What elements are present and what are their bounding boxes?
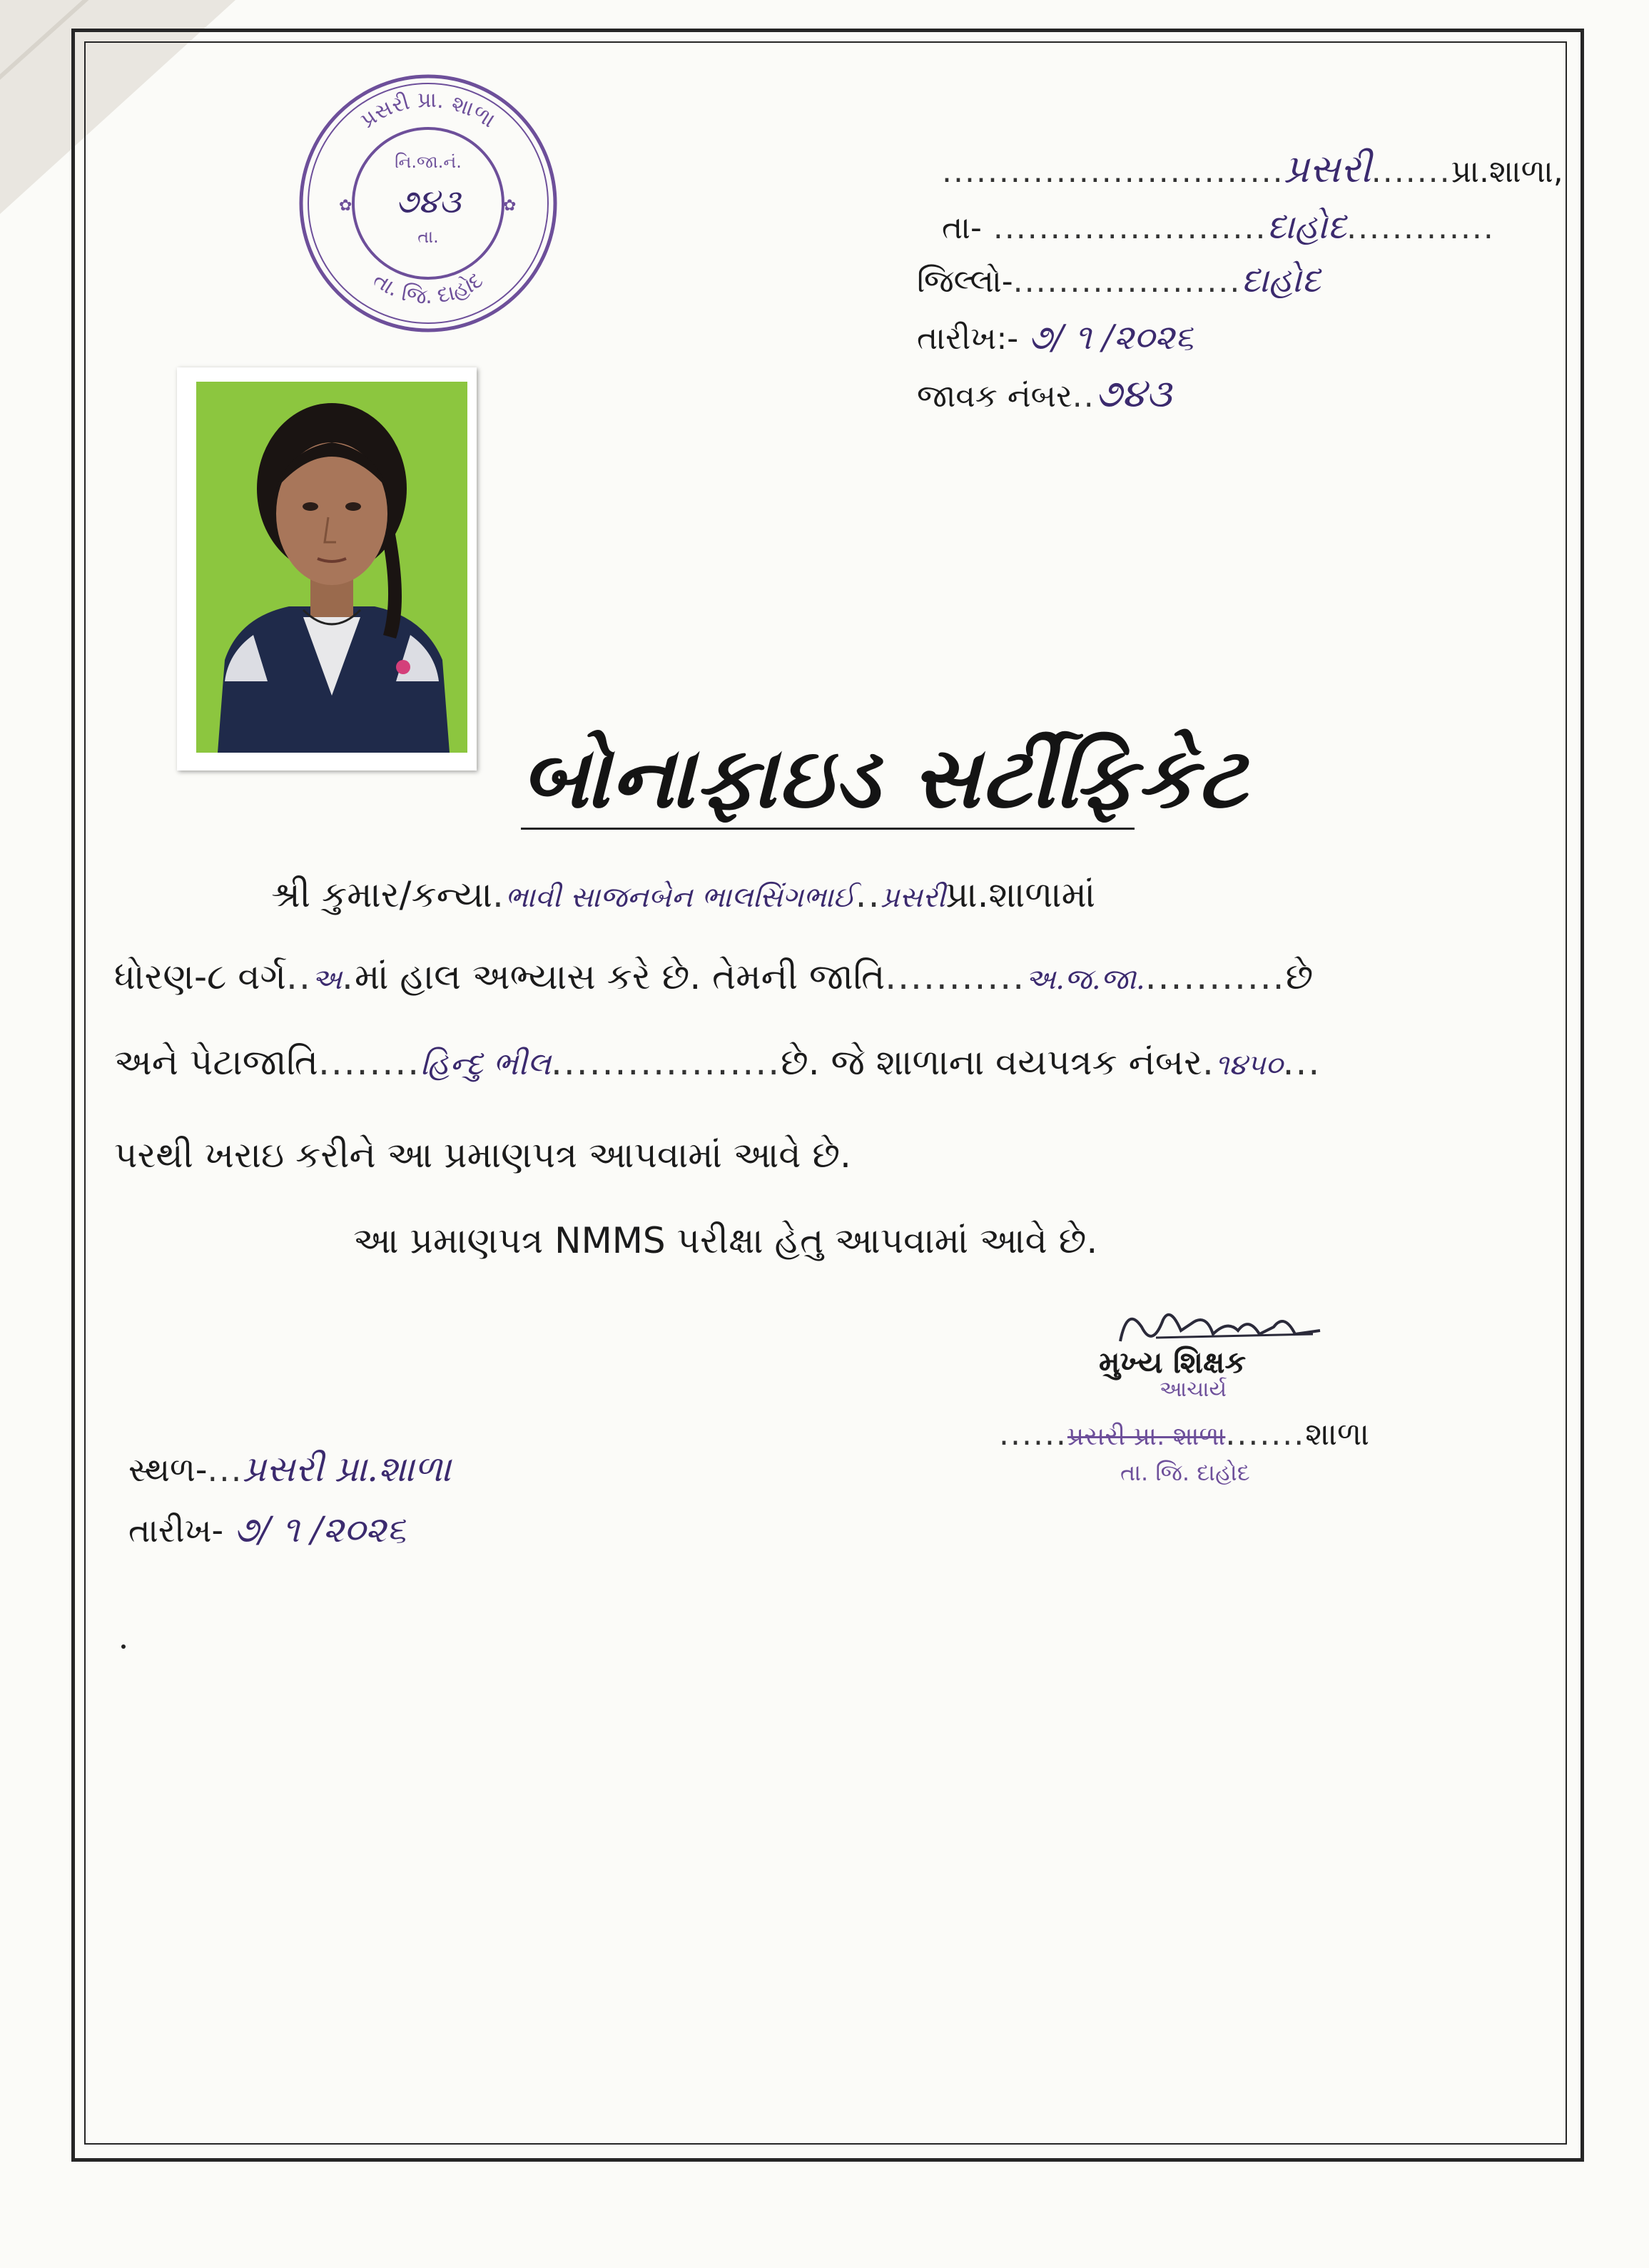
line3-prefix: અને પેટાજાતિ	[114, 1042, 318, 1083]
header-date-label: તારીખ:-	[917, 320, 1019, 357]
register-number: ૧૪૫૦	[1214, 1049, 1283, 1082]
student-name: ભાવી સાજનબેન ભાલસિંગભાઈ	[504, 881, 856, 914]
header-taluka-label: તા-	[942, 210, 982, 246]
footer-date-label: તારીખ-	[128, 1511, 224, 1550]
body-line-3: અને પેટાજાતિ........હિન્દુ ભીલ..................છે. જે શાળાના વયપત્રક નંબર.૧૪૫૦...	[114, 1042, 1321, 1083]
stamp-bottom-text: તા. જિ. દાહોદ	[368, 267, 488, 310]
line2-suffix: છે	[1285, 956, 1314, 997]
stamp-center-number: ૭૪૩	[395, 182, 461, 220]
footer-place-label: સ્થળ-	[128, 1450, 208, 1489]
line1-school: પ્રસરી	[881, 881, 945, 914]
footer-date-line	[128, 1509, 406, 1551]
signature-taluka-line: તા. જિ. દાહોદ	[1120, 1459, 1250, 1486]
footer-date-filled: ૭/ ૧ /૨૦૨૬	[233, 1509, 407, 1550]
stamp-flower-icon-left: ✿	[339, 197, 352, 215]
footer-place-line: સ્થળ-...પ્રસરી પ્રા.શાળા	[128, 1448, 452, 1490]
caste: અ.જ.જા.	[1025, 963, 1145, 996]
header-outward-label: જાવક નંબર	[917, 378, 1072, 415]
signature-school-suffix: શાળા	[1305, 1416, 1370, 1453]
title-underline	[521, 828, 1135, 830]
body-line-4: પરથી ખરાઇ કરીને આ પ્રમાણપત્ર આપવામાં આવે છે.	[114, 1134, 851, 1176]
signature-school-line: ......પ્રસરી પ્રા. શાળા.......શાળા	[999, 1416, 1370, 1453]
header-taluka-filled: દાહોદ	[1267, 207, 1347, 247]
stamp-top-text: પ્રસરી પ્રા. શાળા	[355, 87, 500, 133]
header-taluka-line: તા- ........................દાહોદ.............	[942, 207, 1495, 247]
body-line-5: આ પ્રમાણપત્ર NMMS પરીક્ષા હેતુ આપવામાં આવે છે.	[353, 1220, 1098, 1261]
student-portrait-photo	[196, 382, 467, 753]
header-school-filled: પ્રસરી	[1284, 146, 1371, 191]
header-school-line: ..............................પ્રસરી.......પ્રા.શાળા,	[942, 146, 1563, 191]
stamp-flower-icon-right: ✿	[503, 197, 517, 215]
header-school-suffix: પ્રા.શાળા,	[1451, 153, 1563, 190]
stamp-center-date-label: તા.	[417, 227, 439, 247]
stray-dot	[121, 1644, 126, 1649]
stamp-center-label: નિ.જા.નં.	[395, 152, 462, 172]
subcaste: હિન્દુ ભીલ	[420, 1046, 552, 1082]
body-line-1: શ્રી કુમાર/કન્યા.ભાવી સાજનબેન ભાલસિંગભાઈ..પ્રસરીપ્રા.શાળામાં	[271, 874, 1096, 915]
body-line-2: ધોરણ-૮ વર્ગ..અ.માં હાલ અભ્યાસ કરે છે. તેમની જાતિ...........અ.જ.જા............છે	[114, 956, 1314, 997]
line1-suffix: પ્રા.શાળામાં	[945, 874, 1096, 915]
svg-text:તા. જિ. દાહોદ	[368, 268, 487, 310]
header-district-filled: દાહોદ	[1241, 260, 1321, 300]
line2-prefix: ધોરણ-૮ વર્ગ	[114, 956, 287, 997]
school-stamp	[296, 71, 560, 335]
header-outward-filled: ૭૪૩	[1095, 371, 1172, 416]
line1-prefix: શ્રી કુમાર/કન્યા	[271, 874, 493, 915]
inner-border	[84, 41, 1567, 2145]
header-outward-line: જાવક નંબર..૭૪૩	[917, 371, 1172, 416]
header-district-label: જિલ્લો-	[917, 263, 1013, 300]
header-district-line: જિલ્લો-....................દાહોદ	[917, 260, 1321, 300]
class-division: અ	[311, 963, 343, 996]
principal-title-stamp: આચાર્ય	[1160, 1377, 1227, 1402]
line2-middle: માં હાલ અભ્યાસ કરે છે. તેમની જાતિ	[354, 956, 886, 997]
signature-school-filled: પ્રસરી પ્રા. શાળા	[1067, 1422, 1226, 1451]
header-date-line	[917, 317, 1194, 358]
principal-designation: મુખ્ય શિક્ષક	[1099, 1345, 1247, 1380]
footer-place-filled: પ્રસરી પ્રા.શાળા	[243, 1448, 452, 1490]
header-date-filled: ૭/ ૧ /૨૦૨૬	[1028, 317, 1194, 357]
line3-middle: છે. જે શાળાના વયપત્રક નંબર	[781, 1042, 1202, 1083]
certificate-title: બોનાફાઇડ સર્ટીફિકેટ	[521, 728, 1248, 827]
